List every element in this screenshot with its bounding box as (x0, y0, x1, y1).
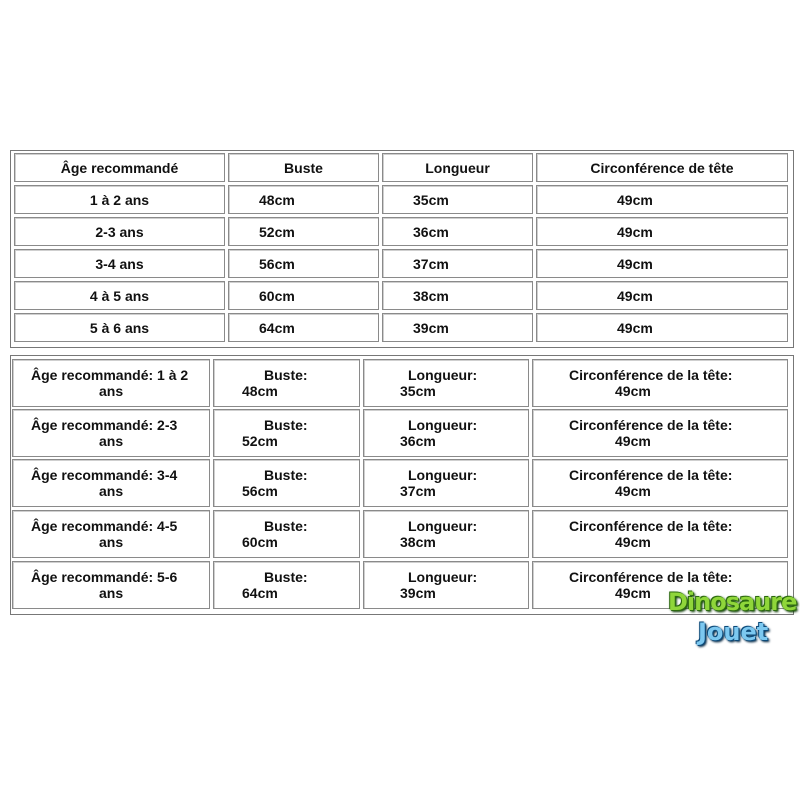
table2-cell-circonference (532, 459, 788, 507)
table2-cell-label: Circonférence de la tête: (569, 467, 733, 483)
table2-cell-longueur (363, 409, 529, 457)
table2-cell-label: Âge recommandé: 3-4 (31, 467, 178, 483)
table1-header-age: Âge recommandé (14, 153, 225, 182)
table1-cell-longueur: 37cm (382, 249, 533, 278)
table2-cell-buste (213, 409, 360, 457)
table1-cell-buste: 60cm (228, 281, 379, 310)
table2-cell-label: Circonférence de la tête: (569, 367, 733, 383)
table2-cell-value: 49cm (615, 383, 651, 399)
table2-cell-value: 56cm (242, 483, 278, 499)
table2-cell-value: 49cm (615, 433, 651, 449)
table2-cell-label: Circonférence de la tête: (569, 518, 733, 534)
table2-cell-value: ans (99, 534, 124, 550)
logo-word-2: Jouet (698, 618, 769, 646)
table1-cell-age: 2-3 ans (14, 217, 225, 246)
table2-cell-value: 49cm (615, 534, 651, 550)
table2-cell-label: Longueur: (408, 417, 478, 433)
table2-cell-label: Âge recommandé: 4-5 (31, 518, 178, 534)
table1-cell-circonference: 49cm (536, 281, 788, 310)
table2-cell-label: Âge recommandé: 5-6 (31, 569, 178, 585)
table1-header-buste: Buste (228, 153, 379, 182)
table2-cell-longueur (363, 561, 529, 609)
table2-cell-value: ans (99, 483, 124, 499)
table2-cell-value: 36cm (400, 433, 436, 449)
table2-cell-longueur (363, 510, 529, 558)
logo-word-1: Dinosaure (668, 588, 797, 616)
table1-cell-age: 1 à 2 ans (14, 185, 225, 214)
table2-cell-label: Buste: (264, 417, 308, 433)
table2-cell-label: Buste: (264, 569, 308, 585)
table1-cell-buste: 64cm (228, 313, 379, 342)
table2-cell-label: Âge recommandé: 2-3 (31, 417, 178, 433)
table1-cell-longueur: 39cm (382, 313, 533, 342)
table2-cell-longueur (363, 359, 529, 407)
table2-cell-value: 38cm (400, 534, 436, 550)
table1-cell-age: 4 à 5 ans (14, 281, 225, 310)
table2-cell-longueur (363, 459, 529, 507)
table2-cell-value: ans (99, 433, 124, 449)
table2-cell-value: 52cm (242, 433, 278, 449)
table2-cell-label: Circonférence de la tête: (569, 569, 733, 585)
table2-cell-label: Buste: (264, 367, 308, 383)
table2-cell-circonference (532, 409, 788, 457)
table2-cell-label: Âge recommandé: 1 à 2 (31, 367, 189, 383)
table2-cell-circonference (532, 510, 788, 558)
table1-cell-buste: 48cm (228, 185, 379, 214)
table1-cell-longueur: 38cm (382, 281, 533, 310)
table2-cell-label: Buste: (264, 518, 308, 534)
dinosaure-jouet-logo (668, 588, 797, 652)
table1-cell-buste: 52cm (228, 217, 379, 246)
table2-cell-label: Longueur: (408, 367, 478, 383)
table2-cell-value: 39cm (400, 585, 436, 601)
table2-cell-value: 49cm (615, 483, 651, 499)
table2-cell-label: Buste: (264, 467, 308, 483)
table2-cell-value: 60cm (242, 534, 278, 550)
table2-cell-age (12, 359, 210, 407)
table2-cell-age (12, 561, 210, 609)
table2-cell-buste (213, 510, 360, 558)
table2-cell-value: 64cm (242, 585, 278, 601)
table2-cell-value: ans (99, 383, 124, 399)
table2-cell-buste (213, 359, 360, 407)
table1-cell-circonference: 49cm (536, 185, 788, 214)
table1-cell-circonference: 49cm (536, 313, 788, 342)
table1-cell-longueur: 36cm (382, 217, 533, 246)
table2-cell-buste (213, 561, 360, 609)
table1-cell-age: 5 à 6 ans (14, 313, 225, 342)
table2-cell-value: 35cm (400, 383, 436, 399)
table2-cell-age (12, 510, 210, 558)
table2-cell-value: 48cm (242, 383, 278, 399)
table1-cell-longueur: 35cm (382, 185, 533, 214)
table2-cell-circonference (532, 359, 788, 407)
table2-cell-label: Longueur: (408, 569, 478, 585)
table1-cell-circonference: 49cm (536, 217, 788, 246)
table1-cell-circonference: 49cm (536, 249, 788, 278)
table2-cell-buste (213, 459, 360, 507)
table2-cell-label: Longueur: (408, 518, 478, 534)
table1-cell-buste: 56cm (228, 249, 379, 278)
table2-cell-value: 49cm (615, 585, 651, 601)
table2-cell-label: Longueur: (408, 467, 478, 483)
table2-cell-label: Circonférence de la tête: (569, 417, 733, 433)
table2-cell-value: ans (99, 585, 124, 601)
table1-header-circonference: Circonférence de tête (536, 153, 788, 182)
table2-cell-age (12, 409, 210, 457)
table1-cell-age: 3-4 ans (14, 249, 225, 278)
table2-cell-age (12, 459, 210, 507)
table1-header-longueur: Longueur (382, 153, 533, 182)
table2-cell-value: 37cm (400, 483, 436, 499)
